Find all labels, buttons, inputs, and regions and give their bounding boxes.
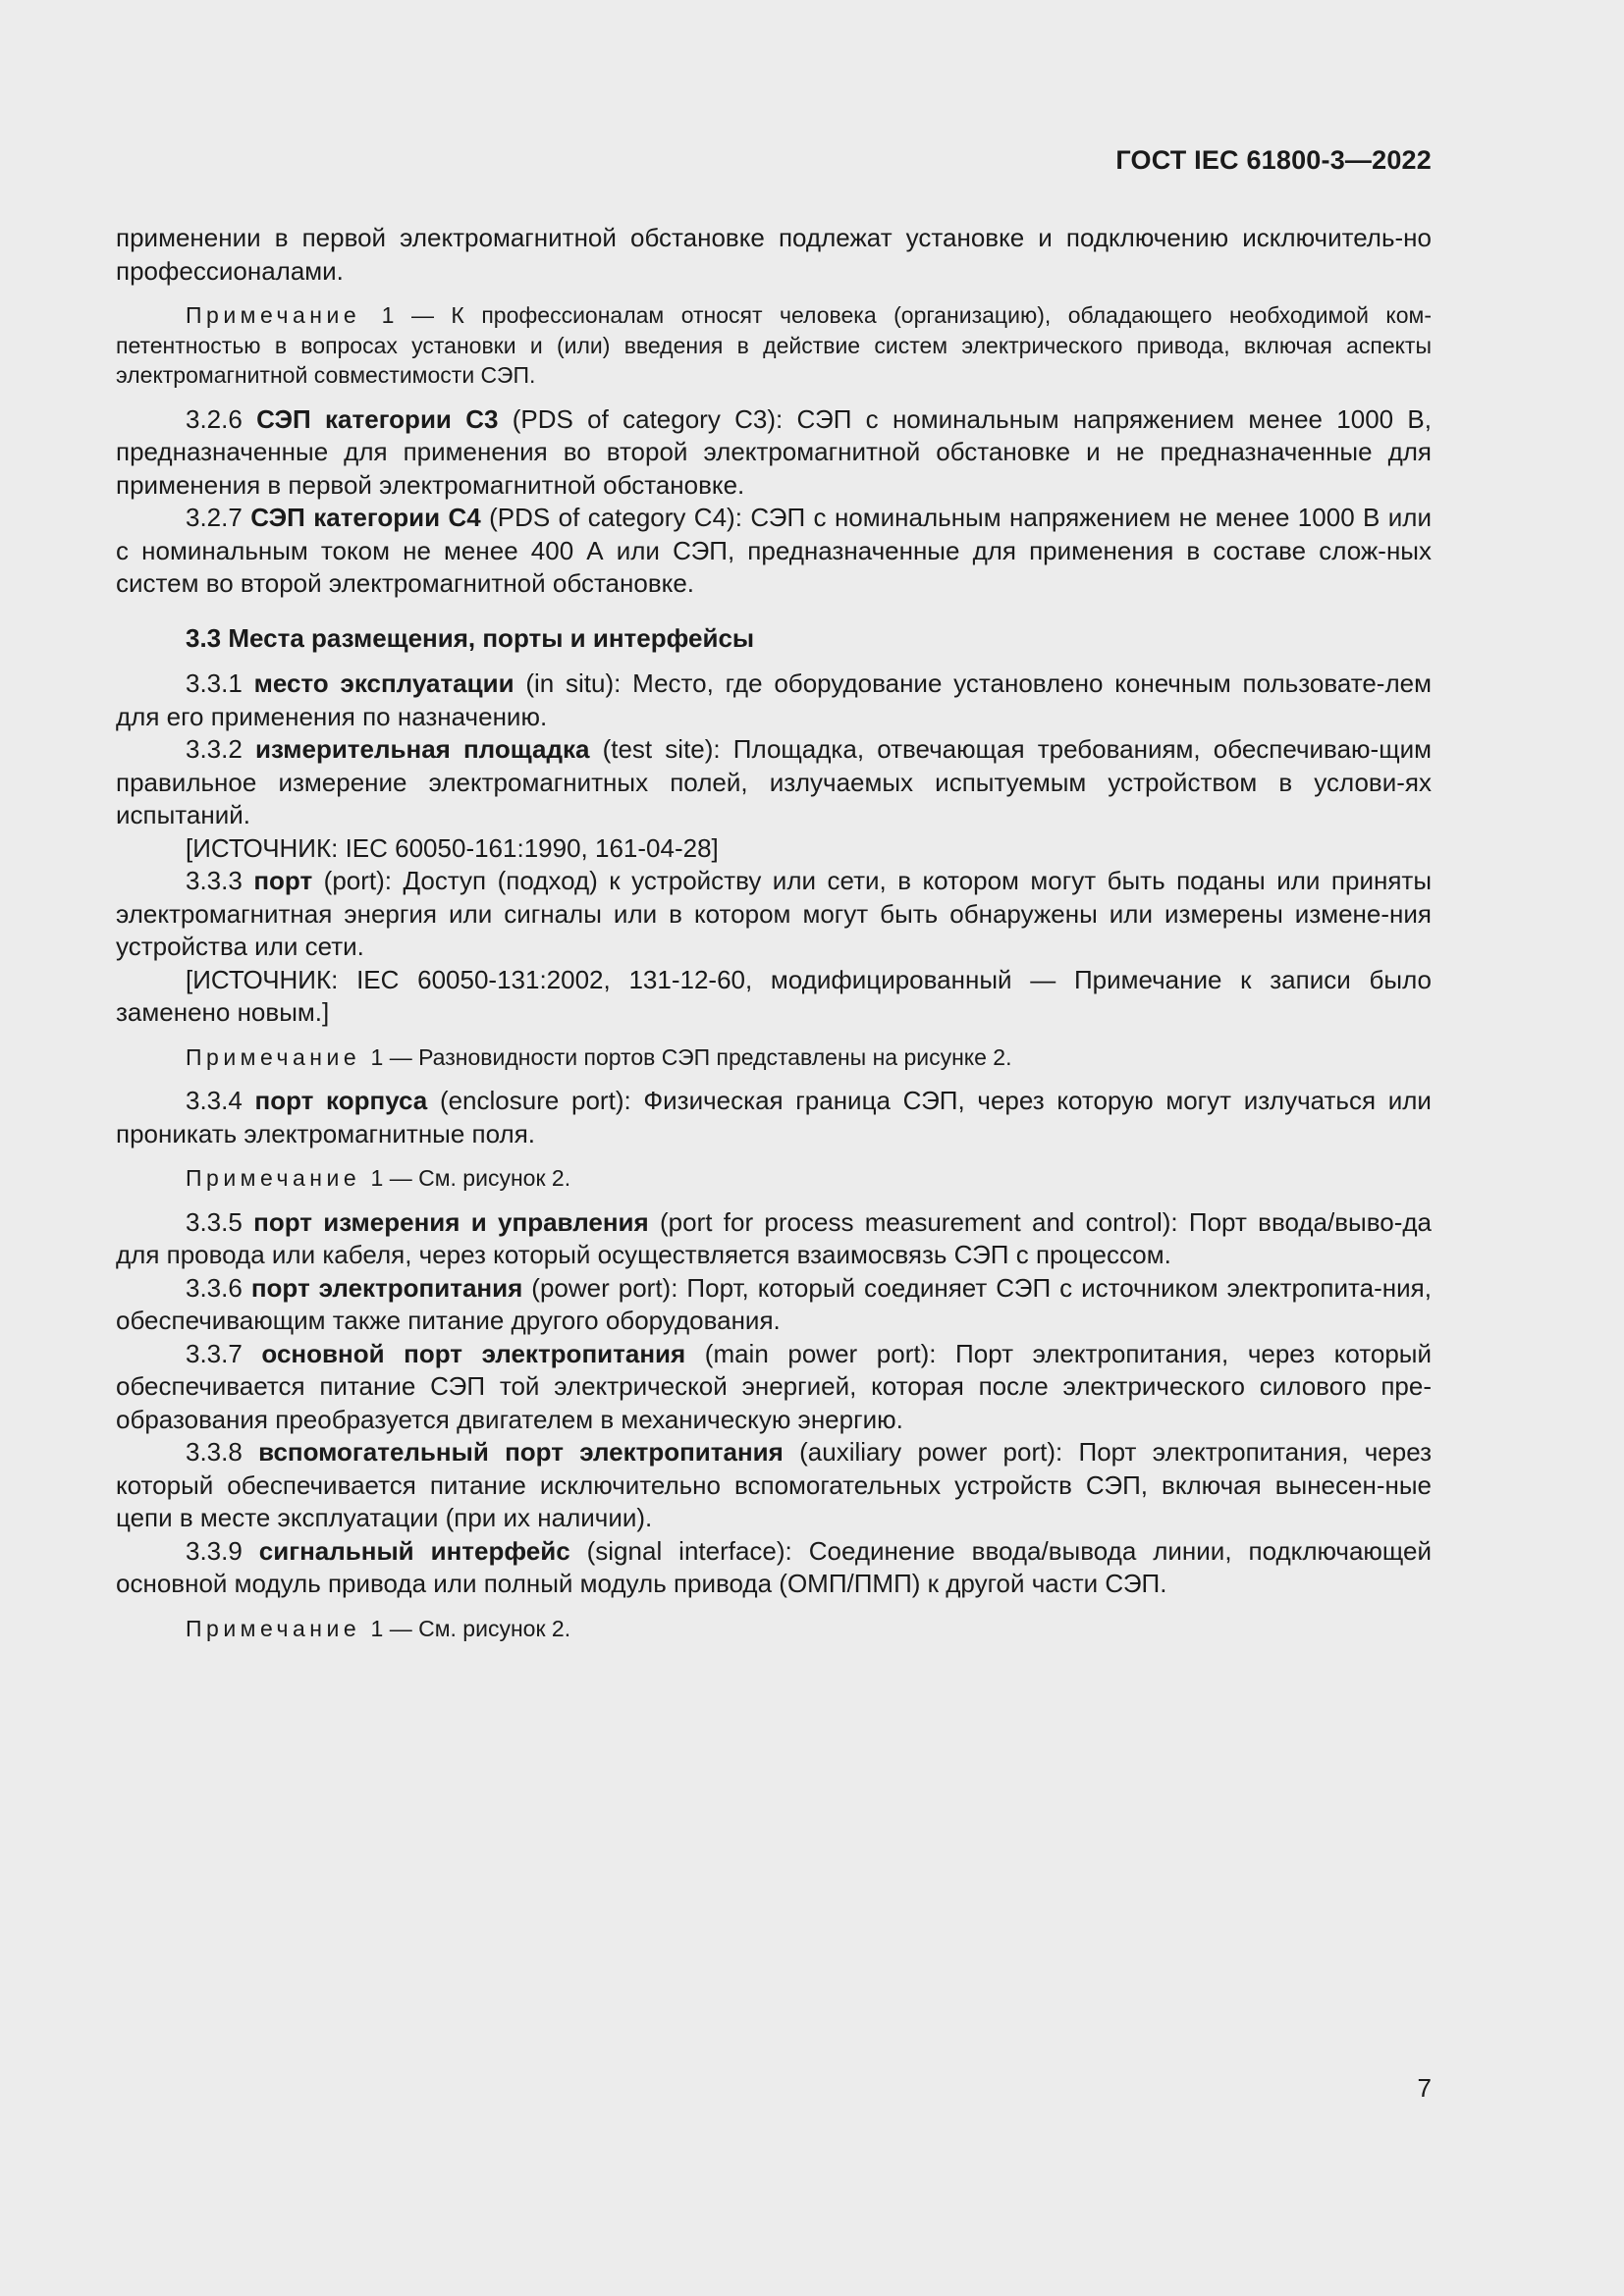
clause-number: 3.2.7 bbox=[186, 503, 243, 532]
clause-number: 3.2.6 bbox=[186, 403, 243, 434]
note-text: — К профессионалам относят человека (организацию), обладающего необходимой ком-петентностью в вопросах установки и (или) введения в действие систем электрического привода, включая аспекты электромагнитной совместимости СЭП. bbox=[116, 302, 1432, 388]
page-number: 7 bbox=[1417, 2073, 1432, 2103]
note-3-3-9 bbox=[116, 1614, 1432, 1644]
clause-number: 3.3.7 bbox=[186, 1338, 243, 1368]
note-text: — См. рисунок 2. bbox=[389, 1615, 571, 1641]
clause-3-3-5 bbox=[116, 1206, 1432, 1272]
clause-term: порт электропитания bbox=[250, 1272, 523, 1303]
clause-text: (power port): Порт, который соединяет СЭП с источником электропита-ния, обеспечивающим также питание другого оборудования. bbox=[116, 1272, 1432, 1335]
clause-3-3-6 bbox=[116, 1272, 1432, 1338]
section-heading-3-3: 3.3 Места размещения, порты и интерфейсы bbox=[186, 622, 755, 653]
note-label: Примечание bbox=[186, 1615, 361, 1641]
clause-text: (test site): Площадка, отвечающая требованиям, обеспечиваю-щим правильное измерение электромагнитных полей, излучаемых испытуемым устройством в услови-ях испытаний. bbox=[116, 734, 1432, 829]
note-label: Примечание bbox=[186, 302, 361, 328]
note-label: Примечание bbox=[186, 1165, 361, 1191]
clause-text: (PDS of category C4): СЭП с номинальным напряжением не менее 1000 В или с номинальным током не менее 400 А или СЭП, предназначенные для применения в составе слож-ных систем во второй электромагнитной обстановке. bbox=[116, 503, 1432, 598]
clause-number: 3.3.2 bbox=[186, 734, 243, 764]
clause-text: (in situ): Место, где оборудование установлено конечным пользовате-лем для его применения по назначению. bbox=[116, 668, 1432, 731]
clause-term: измерительная площадка bbox=[254, 734, 590, 764]
clause-3-2-6 bbox=[116, 403, 1432, 503]
clause-number: 3.3.8 bbox=[186, 1437, 243, 1467]
note-number: 1 bbox=[381, 302, 395, 328]
clause-number: 3.3.1 bbox=[186, 668, 243, 698]
note-text: — Разновидности портов СЭП представлены на рисунке 2. bbox=[389, 1043, 1012, 1070]
clause-number: 3.3.6 bbox=[186, 1272, 243, 1303]
source-3-3-3: [ИСТОЧНИК: IEC 60050-131:2002, 131-12-60, модифицированный — Примечание к записи было заменено новым.] bbox=[116, 964, 1432, 1027]
note-number: 1 bbox=[370, 1043, 384, 1070]
note-number: 1 bbox=[370, 1615, 384, 1641]
clause-text: (main power port): Порт электропитания, через который обеспечивается питание СЭП той электрической энергией, которая после электрического силового пре-образования преобразуется двигателем в механическую энергию. bbox=[116, 1338, 1432, 1434]
note-label: Примечание bbox=[186, 1043, 361, 1070]
clause-3-3-8 bbox=[116, 1436, 1432, 1535]
clause-number: 3.3.9 bbox=[186, 1535, 243, 1566]
clause-3-3-2 bbox=[116, 733, 1432, 832]
clause-term: СЭП категории С4 bbox=[250, 503, 481, 532]
clause-text: (auxiliary power port): Порт электропитания, через который обеспечивается питание исключительно вспомогательных устройств СЭП, включая вынесен-ные цепи в месте эксплуатации (при их наличии). bbox=[116, 1437, 1432, 1532]
clause-3-2-7 bbox=[116, 502, 1432, 601]
document-header: ГОСТ IEC 61800-3—2022 bbox=[1115, 145, 1432, 175]
note-text: — См. рисунок 2. bbox=[389, 1165, 571, 1191]
note-3-3-3 bbox=[116, 1042, 1432, 1073]
clause-3-3-3 bbox=[116, 865, 1432, 964]
clause-number: 3.3.3 bbox=[186, 866, 243, 895]
page-body bbox=[116, 222, 1432, 1656]
clause-term: СЭП категории С3 bbox=[256, 403, 499, 434]
clause-term: основной порт электропитания bbox=[261, 1338, 686, 1368]
clause-number: 3.3.4 bbox=[186, 1086, 243, 1115]
clause-term: сигнальный интерфейс bbox=[258, 1535, 570, 1566]
clause-term: вспомогательный порт электропитания bbox=[258, 1437, 784, 1467]
clause-term: порт bbox=[253, 866, 313, 895]
note-3-3-4 bbox=[116, 1163, 1432, 1194]
clause-number: 3.3.5 bbox=[186, 1206, 243, 1237]
clause-term: порт измерения и управления bbox=[253, 1206, 649, 1237]
clause-3-3-9 bbox=[116, 1535, 1432, 1601]
clause-text: (enclosure port): Физическая граница СЭП, через которую могут излучаться или проникать электромагнитные поля. bbox=[116, 1086, 1432, 1148]
note-professionals bbox=[116, 300, 1432, 391]
source-3-3-2: [ИСТОЧНИК: IEC 60050-161:1990, 161-04-28] bbox=[186, 832, 719, 863]
clause-text: (port): Доступ (подход) к устройству или сети, в котором могут быть поданы или приняты электромагнитная энергия или сигналы или в котором могут быть обнаружены или измерены измене-ния устройства или сети. bbox=[116, 866, 1433, 961]
clause-text: (port for process measurement and control): Порт ввода/выво-да для провода или кабеля, через который осуществляется взаимосвязь СЭП с процессом. bbox=[116, 1206, 1432, 1269]
clause-3-3-7 bbox=[116, 1338, 1432, 1437]
clause-3-3-4 bbox=[116, 1085, 1432, 1150]
paragraph-continuation: применении в первой электромагнитной обстановке подлежат установке и подключению исключитель-но профессионалами. bbox=[116, 223, 1432, 286]
clause-term: место эксплуатации bbox=[253, 668, 514, 698]
clause-3-3-1 bbox=[116, 667, 1432, 733]
clause-term: порт корпуса bbox=[254, 1086, 428, 1115]
note-number: 1 bbox=[370, 1165, 384, 1191]
clause-text: (PDS of category C3): СЭП с номинальным напряжением менее 1000 В, предназначенные для применения во второй электромагнитной обстановке и не предназначенные для применения в первой электромагнитной обстановке. bbox=[116, 403, 1432, 500]
clause-text: (signal interface): Соединение ввода/вывода линии, подключающей основной модуль привода или полный модуль привода (ОМП/ПМП) к другой части СЭП. bbox=[116, 1535, 1433, 1598]
